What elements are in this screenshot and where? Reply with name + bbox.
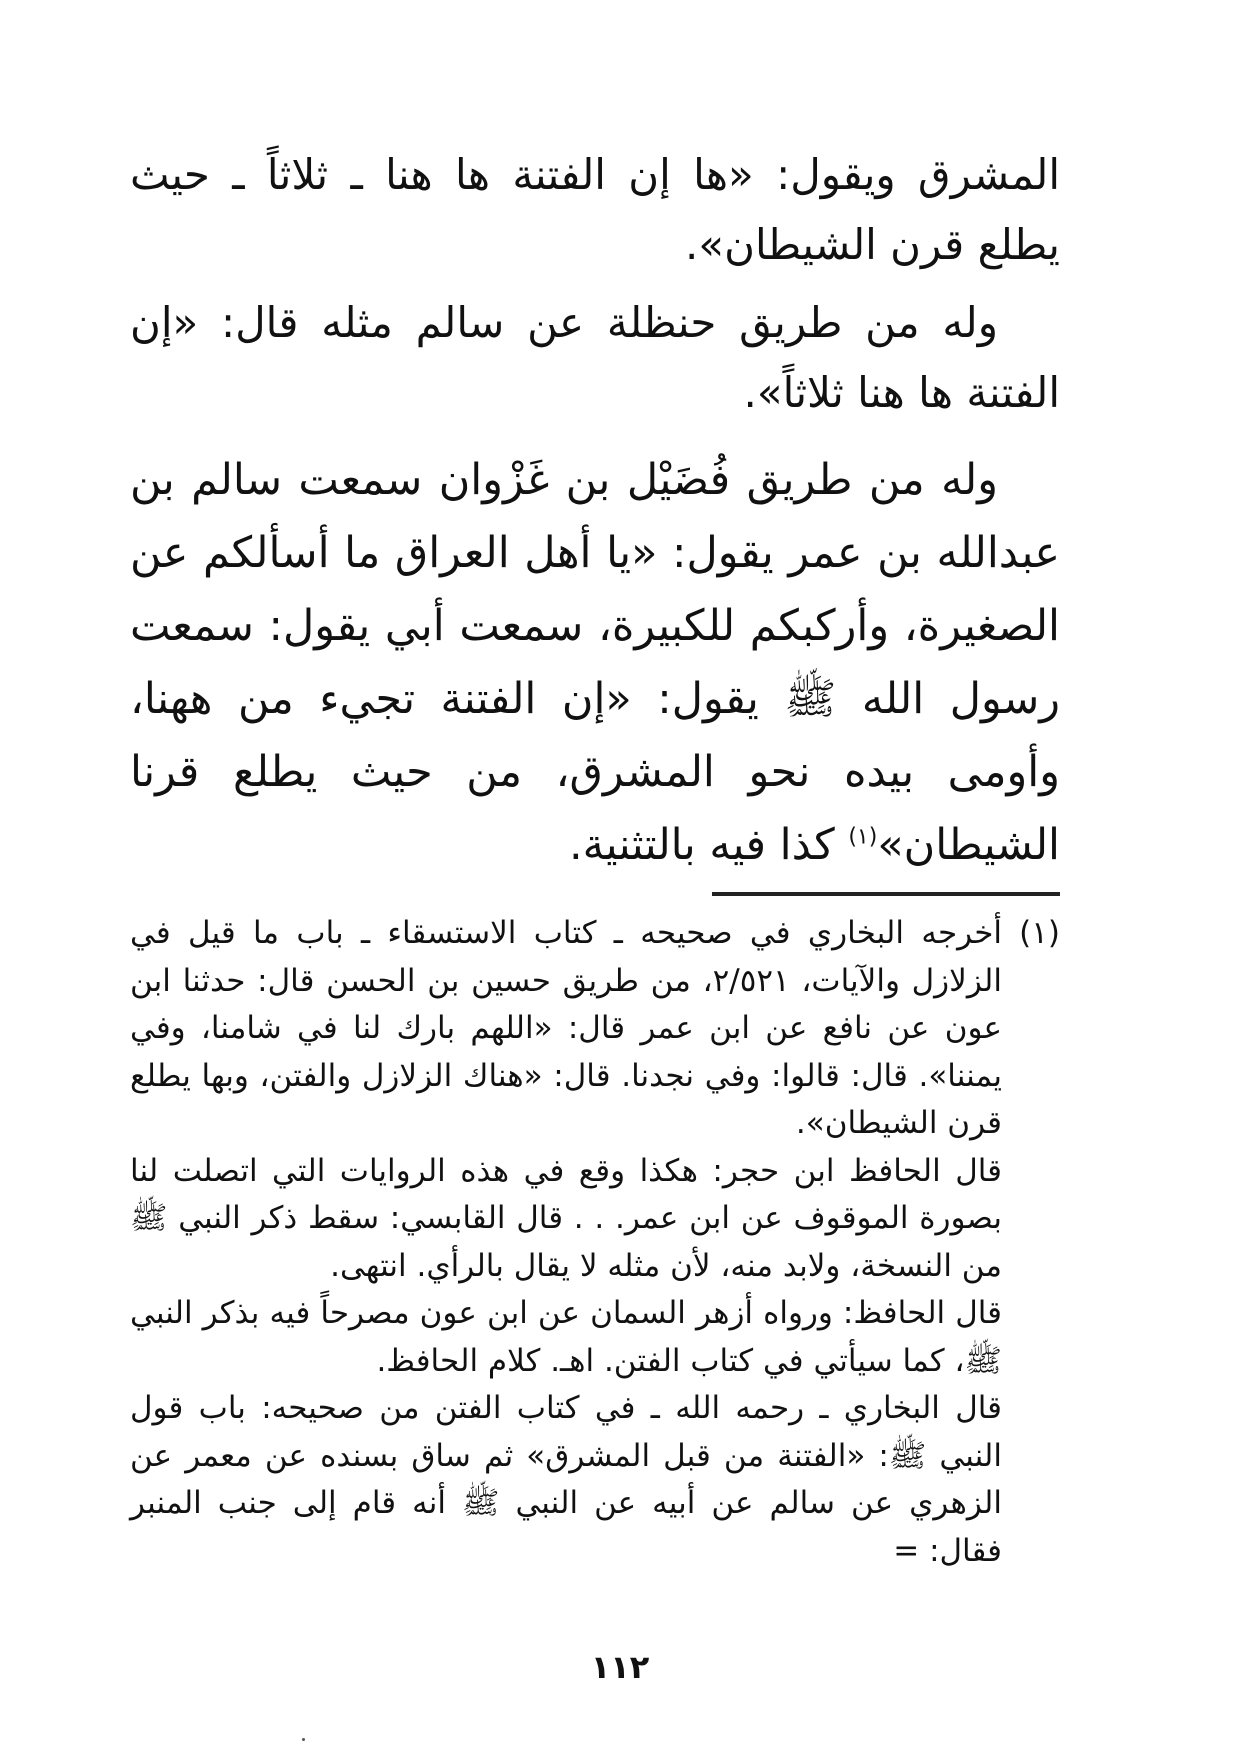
footnote-divider xyxy=(712,892,1060,896)
paragraph-1-text: المشرق ويقول: «ها إن الفتنة ها هنا ـ ثلاثاً ـ حيث يطلع قرن الشيطان». xyxy=(130,150,1060,269)
footnote-number: (١) xyxy=(1019,915,1060,951)
footnote-paragraph-2: قال الحافظ ابن حجر: هكذا وقع في هذه الروايات التي اتصلت لنا بصورة الموقوف عن ابن عمر. . . قال القابسي: سقط ذكر النبي ﷺ من النسخة، ولابد منه، لأن مثله لا يقال بالرأي. انتهى. xyxy=(130,1152,1002,1284)
paragraph-3 xyxy=(130,444,1060,882)
paragraph-2-text: وله من طريق حنظلة عن سالم مثله قال: «إن الفتنة ها هنا ثلاثاً». xyxy=(130,298,1060,417)
paragraph-3-text: وله من طريق فُضَيْل بن غَزْوان سمعت سالم بن عبدالله بن عمر يقول: «يا أهل العراق ما أسألكم عن الصغيرة، وأركبكم للكبيرة، سمعت أبي يقول: سمعت رسول الله ﷺ يقول: «إن الفتنة تجيء من ههنا، وأومى بيده نحو المشرق، من حيث يطلع قرنا الشيطان» xyxy=(130,455,1060,870)
scan-speck xyxy=(302,1738,305,1741)
footnote-paragraph-4: قال البخاري ـ رحمه الله ـ في كتاب الفتن من صحيحه: باب قول النبي ﷺ: «الفتنة من قبل المشرق» ثم ساق بسنده عن معمر عن الزهري عن سالم عن أبيه عن النبي ﷺ أنه قام إلى جنب المنبر فقال: = xyxy=(130,1390,1002,1569)
footnotes xyxy=(130,910,1060,1575)
paragraph-2 xyxy=(130,288,1060,428)
footnote-reference[interactable]: (١) xyxy=(848,824,878,850)
footnote-paragraph-3: قال الحافظ: ورواه أزهر السمان عن ابن عون مصرحاً فيه بذكر النبي ﷺ، كما سيأتي في كتاب الفتن. اهـ. كلام الحافظ. xyxy=(130,1295,1002,1379)
footnote-1 xyxy=(130,910,1060,1148)
footnote-1-text: أخرجه البخاري في صحيحه ـ كتاب الاستسقاء ـ باب ما قيل في الزلازل والآيات، ٢/٥٢١، من طريق حسين بن الحسن قال: حدثنا ابن عون عن نافع عن ابن عمر قال: «اللهم بارك لنا في شامنا، وفي يمننا». قال: قالوا: وفي نجدنا. قال: «هناك الزلازل والفتن، وبها يطلع قرن الشيطان». xyxy=(130,915,1002,1141)
paragraph-1 xyxy=(130,140,1060,280)
main-text xyxy=(130,140,1060,882)
paragraph-3-ending: كذا فيه بالتثنية. xyxy=(568,820,849,870)
page-number: ١١٢ xyxy=(590,1648,650,1686)
